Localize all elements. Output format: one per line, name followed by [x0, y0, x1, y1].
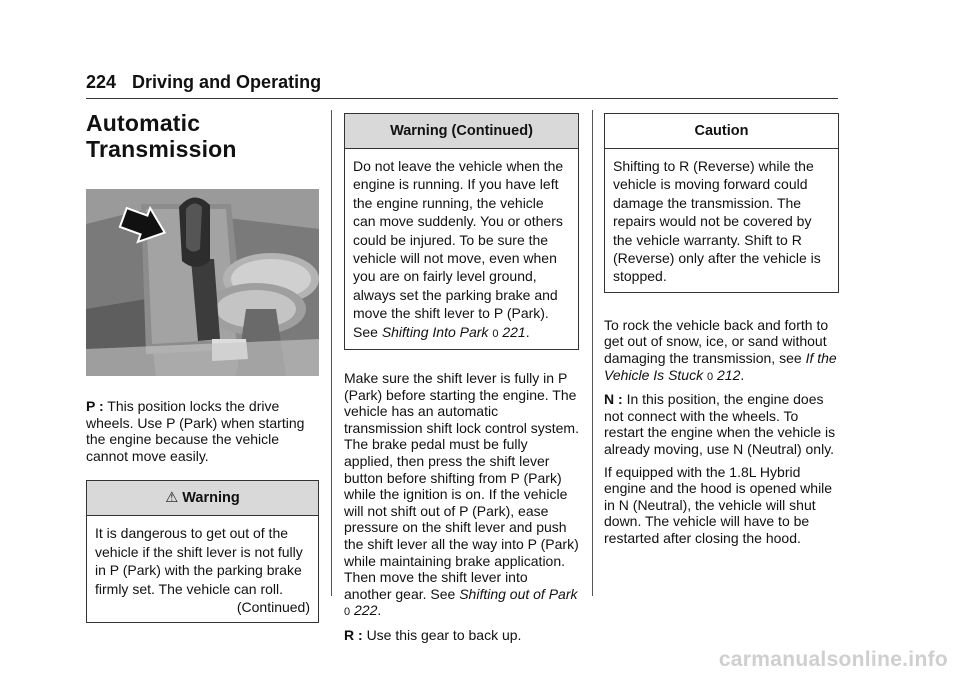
warning-icon: ⚠	[165, 490, 179, 507]
warning-title: ⚠ Warning	[87, 481, 318, 516]
ref-vehicle-stuck[interactable]: If the Vehicle Is Stuck	[604, 350, 837, 383]
column-divider	[592, 110, 593, 596]
column-left	[86, 110, 319, 623]
park-description: P : This position locks the drive wheels. Use P (Park) when starting the engine because the vehicle cannot move easily.	[86, 398, 305, 464]
shift-lever-illustration	[86, 189, 319, 376]
page-ref-icon: 0	[344, 606, 351, 619]
caution-title: Caution	[605, 114, 838, 149]
park-start-paragraph: Make sure the shift lever is fully in P (Park) before starting the engine. The vehicle has an automatic transmission shift lock control system. The brake pedal must be fully applied, then press the shift lever button before shifting from P (Park) while the ignition is on. If the vehicle will not shift out of P (Park), ease pressure on the shift lever and push the shift lever all the way into P (Park) while maintaining brake application. Then move the shift lever into another gear. See Shifting out of Park 0 222.	[344, 370, 579, 619]
neutral-description: N : In this position, the engine does not connect with the wheels. To restart the engine when the vehicle is already moving, use N (Neutral) only.	[604, 391, 836, 457]
column-middle	[344, 113, 579, 650]
section-title: Automatic Transmission	[86, 110, 237, 162]
page-number: 224	[86, 72, 117, 92]
reverse-description: R : Use this gear to back up.	[344, 626, 522, 643]
warning-box	[86, 480, 319, 623]
ref-shifting-into-park[interactable]: Shifting Into Park	[381, 323, 489, 340]
shift-lever-photo	[86, 189, 319, 376]
continued-label: (Continued)	[236, 599, 310, 615]
warning-continued-body: Do not leave the vehicle when the engine is running. If you have left the engine running, the vehicle can move suddenly. You or others could be injured. To be sure the vehicle will not move, even when you are on fairly level ground, always set the parking brake and move the shift lever to P (Park). See Shifting Into Park 0 221.	[353, 158, 564, 340]
page-ref-icon: 0	[706, 370, 714, 383]
chapter-title: Driving and Operating	[132, 72, 322, 92]
caution-box	[604, 113, 839, 293]
ref-shifting-out-of-park[interactable]: Shifting out of Park	[459, 585, 578, 602]
warning-continued-box	[344, 113, 579, 350]
caution-body: Shifting to R (Reverse) while the vehicle is moving forward could damage the transmission. The repairs would not be covered by the vehicle warranty. Shift to R (Reverse) only after the vehicle is stopped.	[613, 158, 821, 285]
column-divider	[331, 110, 332, 596]
page-ref-icon: 0	[492, 327, 499, 340]
page-header	[86, 70, 838, 99]
warning-body: It is dangerous to get out of the vehicle if the shift lever is not fully in P (Park) with the parking brake firmly set. The vehicle can roll. (Continued)	[95, 525, 310, 615]
warning-continued-title: Warning (Continued)	[345, 114, 578, 149]
column-right	[604, 113, 839, 553]
watermark: carmanualsonline.info	[718, 648, 948, 671]
hybrid-paragraph: If equipped with the 1.8L Hybrid engine and the hood is opened while in N (Neutral), the vehicle will shut down. The vehicle will have to be restarted after closing the hood.	[604, 463, 833, 546]
rock-paragraph: To rock the vehicle back and forth to get out of snow, ice, or sand without damaging the transmission, see If the Vehicle Is Stuck 0 212.	[604, 316, 837, 383]
